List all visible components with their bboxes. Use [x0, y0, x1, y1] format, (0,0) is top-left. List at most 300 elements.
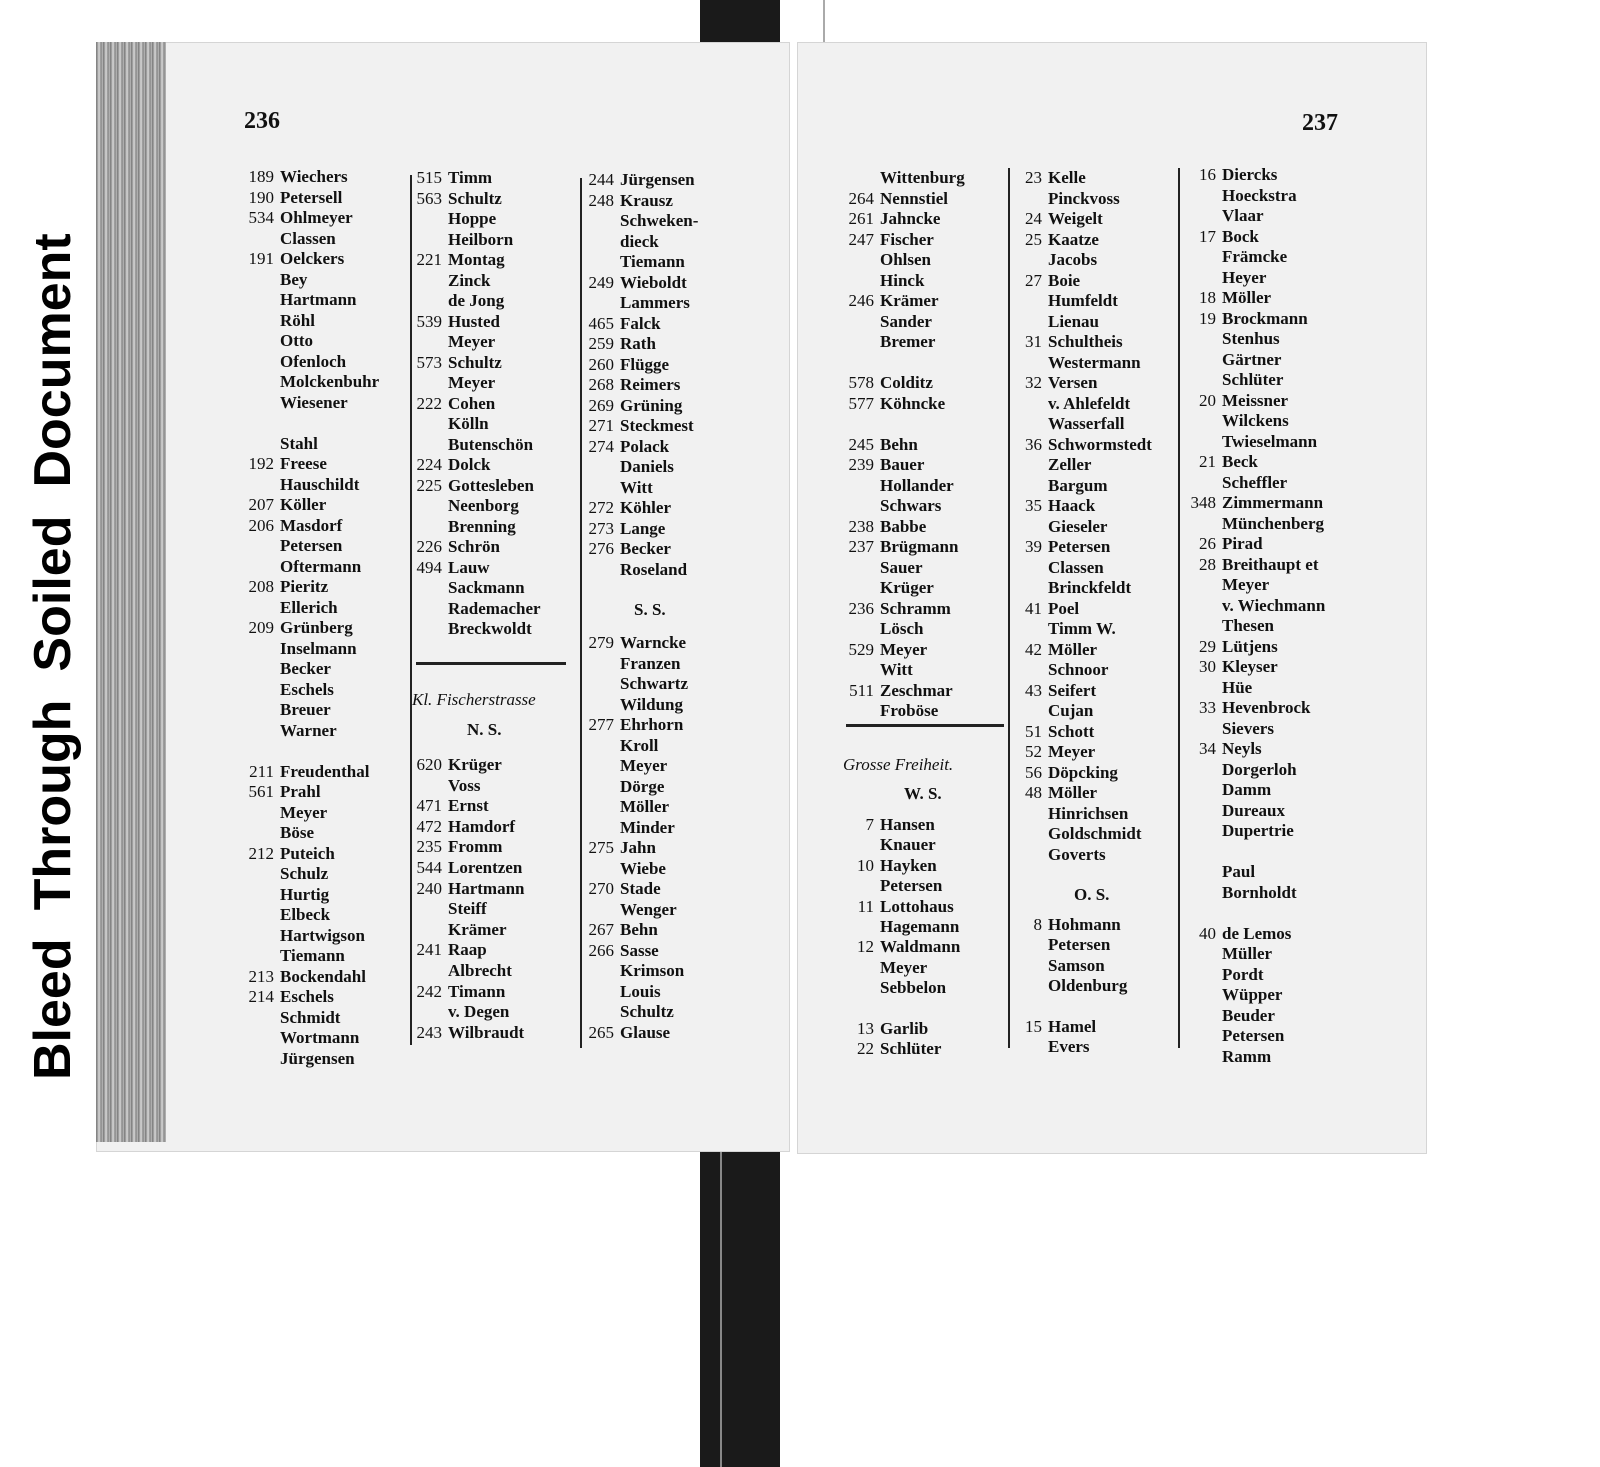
- directory-entry: [836, 937, 960, 957]
- resident-name: Freudenthal: [280, 761, 370, 781]
- resident-name: Hartmann: [280, 290, 357, 309]
- house-number: 244: [588, 170, 614, 189]
- house-number: 24: [1025, 209, 1042, 228]
- house-number: 236: [848, 598, 874, 618]
- directory-entry: [1010, 783, 1097, 803]
- resident-name: Sievers: [1222, 718, 1274, 738]
- resident-name: Krausz: [620, 190, 673, 210]
- house-number: 18: [1199, 288, 1216, 307]
- resident-name: Ehrhorn: [620, 715, 684, 734]
- resident-name: Eschels: [280, 679, 334, 699]
- directory-entry: [1180, 780, 1271, 800]
- resident-name: Dörge: [620, 776, 665, 796]
- resident-name: Bock: [1222, 226, 1259, 246]
- directory-entry: [408, 435, 533, 455]
- resident-name: Polack: [620, 436, 670, 456]
- house-number: 214: [248, 987, 274, 1006]
- resident-name: Paul: [1222, 862, 1256, 881]
- resident-name: Dureaux: [1222, 800, 1285, 820]
- directory-entry: [238, 290, 357, 310]
- resident-name: Roseland: [620, 559, 688, 579]
- resident-name: Schwartz: [620, 674, 688, 693]
- resident-name: Petersen: [880, 876, 943, 896]
- resident-name: Schnoor: [1048, 660, 1109, 679]
- house-number: 270: [588, 879, 614, 898]
- resident-name: Heyer: [1222, 267, 1267, 287]
- directory-entry: [836, 978, 946, 998]
- resident-name: Humfeldt: [1048, 291, 1118, 310]
- resident-name: Grüning: [620, 395, 683, 415]
- directory-entry: [1180, 452, 1258, 472]
- side-heading: W. S.: [904, 784, 942, 803]
- directory-entry: [576, 736, 658, 756]
- house-number: 10: [857, 855, 874, 875]
- house-number: 246: [848, 291, 874, 310]
- house-number: 35: [1025, 496, 1042, 515]
- resident-name: Hollander: [880, 475, 954, 495]
- resident-name: Wiebe: [620, 858, 666, 878]
- resident-name: Bornholdt: [1222, 882, 1297, 902]
- directory-entry: [408, 796, 489, 816]
- resident-name: Meyer: [1222, 575, 1270, 594]
- directory-entry: [238, 823, 314, 843]
- house-number: 271: [588, 416, 614, 435]
- resident-name: Wilckens: [1222, 411, 1289, 430]
- resident-name: Petersen: [280, 536, 343, 555]
- directory-entry: [408, 899, 487, 919]
- directory-entry: [836, 958, 927, 978]
- directory-entry: [408, 837, 502, 857]
- resident-name: Freese: [280, 454, 327, 473]
- directory-entry: [1010, 763, 1118, 783]
- house-number: 211: [249, 761, 274, 781]
- house-number: 7: [865, 815, 874, 834]
- resident-name: Jürgensen: [280, 1048, 355, 1068]
- directory-entry: [576, 961, 684, 981]
- directory-entry: [408, 755, 502, 775]
- directory-entry: [576, 654, 680, 674]
- house-number: 268: [588, 375, 614, 394]
- directory-entry: [836, 168, 965, 188]
- house-number: 12: [857, 937, 874, 957]
- directory-entry: [238, 782, 321, 802]
- resident-name: Warncke: [620, 633, 687, 652]
- directory-entry: [1180, 801, 1285, 821]
- directory-entry: [1010, 558, 1104, 578]
- directory-entry: [408, 332, 495, 352]
- directory-entry: [576, 252, 685, 272]
- house-number: 41: [1025, 598, 1042, 618]
- directory-entry: [576, 314, 661, 334]
- directory-entry: [836, 250, 931, 270]
- house-number: 28: [1199, 554, 1216, 574]
- resident-name: Bauer: [880, 455, 925, 474]
- directory-entry: [576, 437, 669, 457]
- directory-entry: [836, 209, 940, 229]
- directory-entry: [836, 271, 924, 291]
- directory-entry: [1010, 742, 1095, 762]
- directory-entry: [1180, 165, 1277, 185]
- resident-name: Wildung: [620, 694, 684, 714]
- directory-entry: [1010, 353, 1141, 373]
- directory-entry: [238, 516, 342, 536]
- directory-entry: [238, 229, 336, 249]
- house-number: 224: [416, 455, 442, 474]
- resident-name: Brockmann: [1222, 308, 1308, 328]
- house-number: 13: [857, 1019, 874, 1038]
- resident-name: Franzen: [620, 653, 681, 673]
- resident-name: Zinck: [448, 270, 491, 290]
- resident-name: Wilbraudt: [448, 1022, 525, 1042]
- resident-name: Ohlmeyer: [280, 208, 353, 227]
- house-number: 240: [416, 878, 442, 898]
- directory-entry: [836, 701, 938, 721]
- resident-name: Wortmann: [280, 1028, 360, 1047]
- directory-entry: [576, 879, 661, 899]
- house-number: 189: [248, 167, 274, 186]
- directory-entry: [576, 920, 658, 940]
- directory-entry: [576, 539, 671, 559]
- house-number: 248: [588, 190, 614, 210]
- resident-name: Thesen: [1222, 616, 1274, 635]
- resident-name: Kölln: [448, 414, 489, 433]
- resident-name: Schultz: [448, 352, 502, 372]
- resident-name: v. Wiechmann: [1222, 595, 1326, 615]
- resident-name: Tiemann: [280, 946, 345, 965]
- side-label-word: Soiled: [24, 515, 82, 672]
- house-number: 534: [248, 208, 274, 227]
- resident-name: Hartmann: [448, 878, 525, 898]
- resident-name: Behn: [620, 920, 658, 939]
- house-number: 249: [588, 272, 614, 292]
- resident-name: Beck: [1222, 452, 1258, 471]
- resident-name: Zimmermann: [1222, 493, 1324, 512]
- house-number: 264: [848, 188, 874, 208]
- resident-name: Pordt: [1222, 964, 1264, 984]
- directory-entry: [238, 1008, 340, 1028]
- resident-name: Otto: [280, 331, 314, 350]
- resident-name: Lauw: [448, 557, 490, 577]
- directory-entry: [408, 776, 480, 796]
- house-number: 222: [416, 393, 442, 413]
- side-label-word: Bleed: [24, 938, 82, 1080]
- resident-name: Damm: [1222, 780, 1272, 799]
- resident-name: Fischer: [880, 229, 934, 249]
- resident-name: Witt: [620, 477, 653, 497]
- house-number: 241: [416, 940, 442, 960]
- resident-name: Hoeckstra: [1222, 185, 1297, 205]
- directory-entry: [576, 560, 687, 580]
- resident-name: Sander: [880, 311, 932, 331]
- directory-entry: [408, 414, 489, 434]
- directory-entry: [836, 897, 954, 917]
- directory-entry: [408, 312, 500, 332]
- directory-entry: [576, 498, 671, 518]
- resident-name: Hurtig: [280, 884, 330, 904]
- resident-name: dieck: [620, 231, 659, 251]
- house-number: 563: [416, 188, 442, 208]
- directory-entry: [238, 803, 327, 823]
- resident-name: Oftermann: [280, 556, 362, 576]
- house-number: 8: [1033, 915, 1042, 934]
- directory-entry: [576, 674, 688, 694]
- resident-name: Hansen: [880, 815, 935, 834]
- resident-name: Becker: [620, 539, 671, 558]
- resident-name: Poel: [1048, 598, 1080, 618]
- resident-name: v. Ahlefeldt: [1048, 393, 1131, 413]
- resident-name: Boie: [1048, 270, 1081, 290]
- street-heading: Grosse Freiheit.: [843, 755, 954, 774]
- house-number: 578: [848, 373, 874, 392]
- resident-name: Tiemann: [620, 252, 685, 271]
- directory-entry: [576, 478, 653, 498]
- directory-entry: [238, 680, 334, 700]
- directory-entry: [1010, 271, 1080, 291]
- directory-entry: [836, 455, 924, 475]
- resident-name: Lammers: [620, 293, 690, 312]
- resident-name: Hamdorf: [448, 816, 516, 836]
- house-number: 276: [588, 539, 614, 558]
- house-number: 27: [1025, 270, 1042, 290]
- resident-name: Stade: [620, 879, 661, 898]
- house-number: 243: [416, 1022, 442, 1042]
- directory-entry: [836, 619, 923, 639]
- directory-entry: [408, 455, 491, 475]
- resident-name: Timm W.: [1048, 619, 1116, 638]
- directory-entry: [1180, 965, 1264, 985]
- directory-entry: [238, 208, 353, 228]
- directory-entry: [1180, 760, 1297, 780]
- resident-name: Böse: [280, 823, 314, 842]
- resident-name: Weigelt: [1048, 209, 1103, 228]
- directory-entry: [238, 495, 326, 515]
- directory-entry: [1010, 599, 1079, 619]
- directory-entry: [1180, 534, 1263, 554]
- resident-name: Schrön: [448, 537, 500, 556]
- directory-entry: [576, 838, 656, 858]
- resident-name: Voss: [448, 775, 481, 795]
- side-label: [18, 80, 88, 1080]
- house-number: 225: [416, 475, 442, 495]
- directory-entry: [1180, 432, 1317, 452]
- resident-name: Evers: [1048, 1037, 1090, 1057]
- side-label-word: Through: [24, 699, 82, 911]
- resident-name: Müller: [1222, 944, 1273, 963]
- house-number: 51: [1025, 721, 1042, 741]
- directory-entry: [408, 394, 495, 414]
- directory-entry: [238, 167, 348, 187]
- resident-name: Meyer: [620, 756, 668, 775]
- directory-entry: [1180, 596, 1325, 616]
- directory-entry: [1180, 1026, 1284, 1046]
- house-number: 11: [857, 896, 874, 916]
- directory-entry: [576, 900, 677, 920]
- directory-entry: [408, 271, 491, 291]
- house-number: 539: [416, 311, 442, 331]
- resident-name: Gieseler: [1048, 516, 1108, 536]
- house-number: 212: [248, 843, 274, 863]
- house-number: 237: [848, 537, 874, 556]
- house-number: 23: [1025, 168, 1042, 187]
- directory-entry: [1180, 985, 1282, 1005]
- resident-name: Krämer: [448, 919, 507, 939]
- directory-entry: [1010, 935, 1110, 955]
- resident-name: Dorgerloh: [1222, 759, 1297, 779]
- directory-entry: [238, 577, 328, 597]
- resident-name: Wittenburg: [880, 168, 965, 187]
- resident-name: Schulz: [280, 864, 329, 883]
- directory-entry: [836, 189, 948, 209]
- directory-entry: [408, 250, 505, 270]
- resident-name: Samson: [1048, 955, 1105, 975]
- resident-name: Münchenberg: [1222, 513, 1324, 533]
- resident-name: Zeller: [1048, 455, 1092, 474]
- resident-name: Kroll: [620, 735, 659, 755]
- resident-name: Gärtner: [1222, 349, 1282, 369]
- resident-name: Ellerich: [280, 597, 338, 617]
- directory-entry: [238, 721, 337, 741]
- directory-entry: [1180, 678, 1252, 698]
- directory-entry: [836, 517, 926, 537]
- resident-name: Schott: [1048, 721, 1095, 741]
- directory-entry: [408, 619, 532, 639]
- house-number: 43: [1025, 680, 1042, 700]
- directory-entry: [836, 1019, 928, 1039]
- resident-name: Garlib: [880, 1019, 929, 1038]
- resident-name: Fromm: [448, 837, 503, 857]
- directory-entry: [238, 967, 366, 987]
- directory-entry: [836, 876, 942, 896]
- resident-name: Oelckers: [280, 249, 345, 268]
- house-number: 275: [588, 838, 614, 857]
- resident-name: Bey: [280, 269, 308, 289]
- directory-entry: [1180, 637, 1278, 657]
- house-number: 266: [588, 940, 614, 960]
- directory-entry: [1180, 657, 1278, 677]
- resident-name: Classen: [280, 228, 336, 248]
- directory-entry: [1180, 555, 1319, 575]
- directory-entry: [1180, 288, 1271, 308]
- left-page-number: 236: [244, 108, 280, 134]
- resident-name: Hamel: [1048, 1017, 1097, 1036]
- directory-entry: [1180, 862, 1255, 882]
- resident-name: Schmidt: [280, 1007, 341, 1027]
- resident-name: Schlüter: [880, 1039, 942, 1059]
- directory-entry: [238, 311, 315, 331]
- resident-name: Neenborg: [448, 496, 519, 515]
- resident-name: Röhl: [280, 310, 315, 330]
- house-number: 242: [416, 981, 442, 1001]
- directory-entry: [1180, 329, 1280, 349]
- resident-name: Warner: [280, 720, 337, 740]
- resident-name: Becker: [280, 659, 331, 678]
- resident-name: Meyer: [880, 639, 928, 659]
- resident-name: Hagemann: [880, 917, 960, 936]
- resident-name: Rath: [620, 334, 656, 353]
- resident-name: Behn: [880, 434, 918, 454]
- resident-name: Dolck: [448, 455, 491, 474]
- resident-name: Grünberg: [280, 618, 353, 637]
- directory-entry: [576, 273, 687, 293]
- directory-entry: [1180, 944, 1272, 964]
- spine-crease: [720, 1150, 722, 1467]
- directory-entry: [408, 496, 519, 516]
- directory-entry: [1010, 722, 1094, 742]
- resident-name: Elbeck: [280, 905, 331, 924]
- resident-name: Brügmann: [880, 537, 959, 556]
- directory-entry: [238, 987, 334, 1007]
- directory-entry: [1180, 309, 1308, 329]
- resident-name: Gottesleben: [448, 475, 534, 495]
- directory-entry: [408, 961, 512, 981]
- resident-name: Puteich: [280, 843, 335, 863]
- directory-entry: [1180, 370, 1283, 390]
- resident-name: Petersen: [1048, 935, 1111, 955]
- directory-entry: [1010, 537, 1110, 557]
- resident-name: Steiff: [448, 899, 487, 919]
- directory-entry: [238, 352, 346, 372]
- directory-entry: [1010, 496, 1095, 516]
- resident-name: Möller: [1222, 288, 1272, 307]
- resident-name: Wenger: [620, 899, 677, 919]
- house-number: 15: [1025, 1017, 1042, 1036]
- directory-entry: [1180, 350, 1281, 370]
- house-number: 272: [588, 498, 614, 517]
- resident-name: Cujan: [1048, 701, 1094, 720]
- resident-name: Reimers: [620, 375, 681, 394]
- resident-name: Wiesener: [280, 392, 348, 412]
- house-number: 42: [1025, 639, 1042, 659]
- resident-name: Jahncke: [880, 209, 941, 228]
- resident-name: Ernst: [448, 796, 489, 816]
- house-number: 267: [588, 920, 614, 939]
- directory-entry: [836, 1039, 941, 1059]
- resident-name: Bremer: [880, 332, 936, 351]
- house-number: 39: [1025, 537, 1042, 556]
- resident-name: Meyer: [880, 957, 928, 977]
- house-number: 32: [1025, 373, 1042, 392]
- resident-name: Hevenbrock: [1222, 698, 1311, 717]
- directory-entry: [1010, 956, 1105, 976]
- resident-name: Stenhus: [1222, 329, 1280, 348]
- resident-name: Petersell: [280, 187, 343, 207]
- resident-name: Neyls: [1222, 739, 1262, 758]
- resident-name: Wiechers: [280, 167, 348, 186]
- house-number: 561: [248, 782, 274, 801]
- resident-name: Schultz: [448, 188, 502, 208]
- directory-entry: [1010, 804, 1128, 824]
- directory-entry: [1180, 493, 1323, 513]
- directory-entry: [576, 695, 683, 715]
- resident-name: Husted: [448, 311, 500, 331]
- house-number: 190: [248, 187, 274, 207]
- directory-entry: [1180, 1006, 1275, 1026]
- directory-entry: [836, 230, 934, 250]
- house-number: 17: [1199, 226, 1216, 246]
- directory-entry: [408, 1023, 524, 1043]
- resident-name: Steckmest: [620, 416, 694, 435]
- resident-name: Hüe: [1222, 677, 1253, 697]
- resident-name: Wüpper: [1222, 985, 1283, 1004]
- resident-name: Köhncke: [880, 393, 946, 413]
- resident-name: Minder: [620, 817, 675, 837]
- directory-entry: [408, 230, 513, 250]
- resident-name: Schlüter: [1222, 370, 1284, 389]
- resident-name: Schwars: [880, 496, 942, 515]
- house-number: 247: [848, 229, 874, 249]
- house-number: 226: [416, 537, 442, 556]
- house-number: 465: [588, 313, 614, 333]
